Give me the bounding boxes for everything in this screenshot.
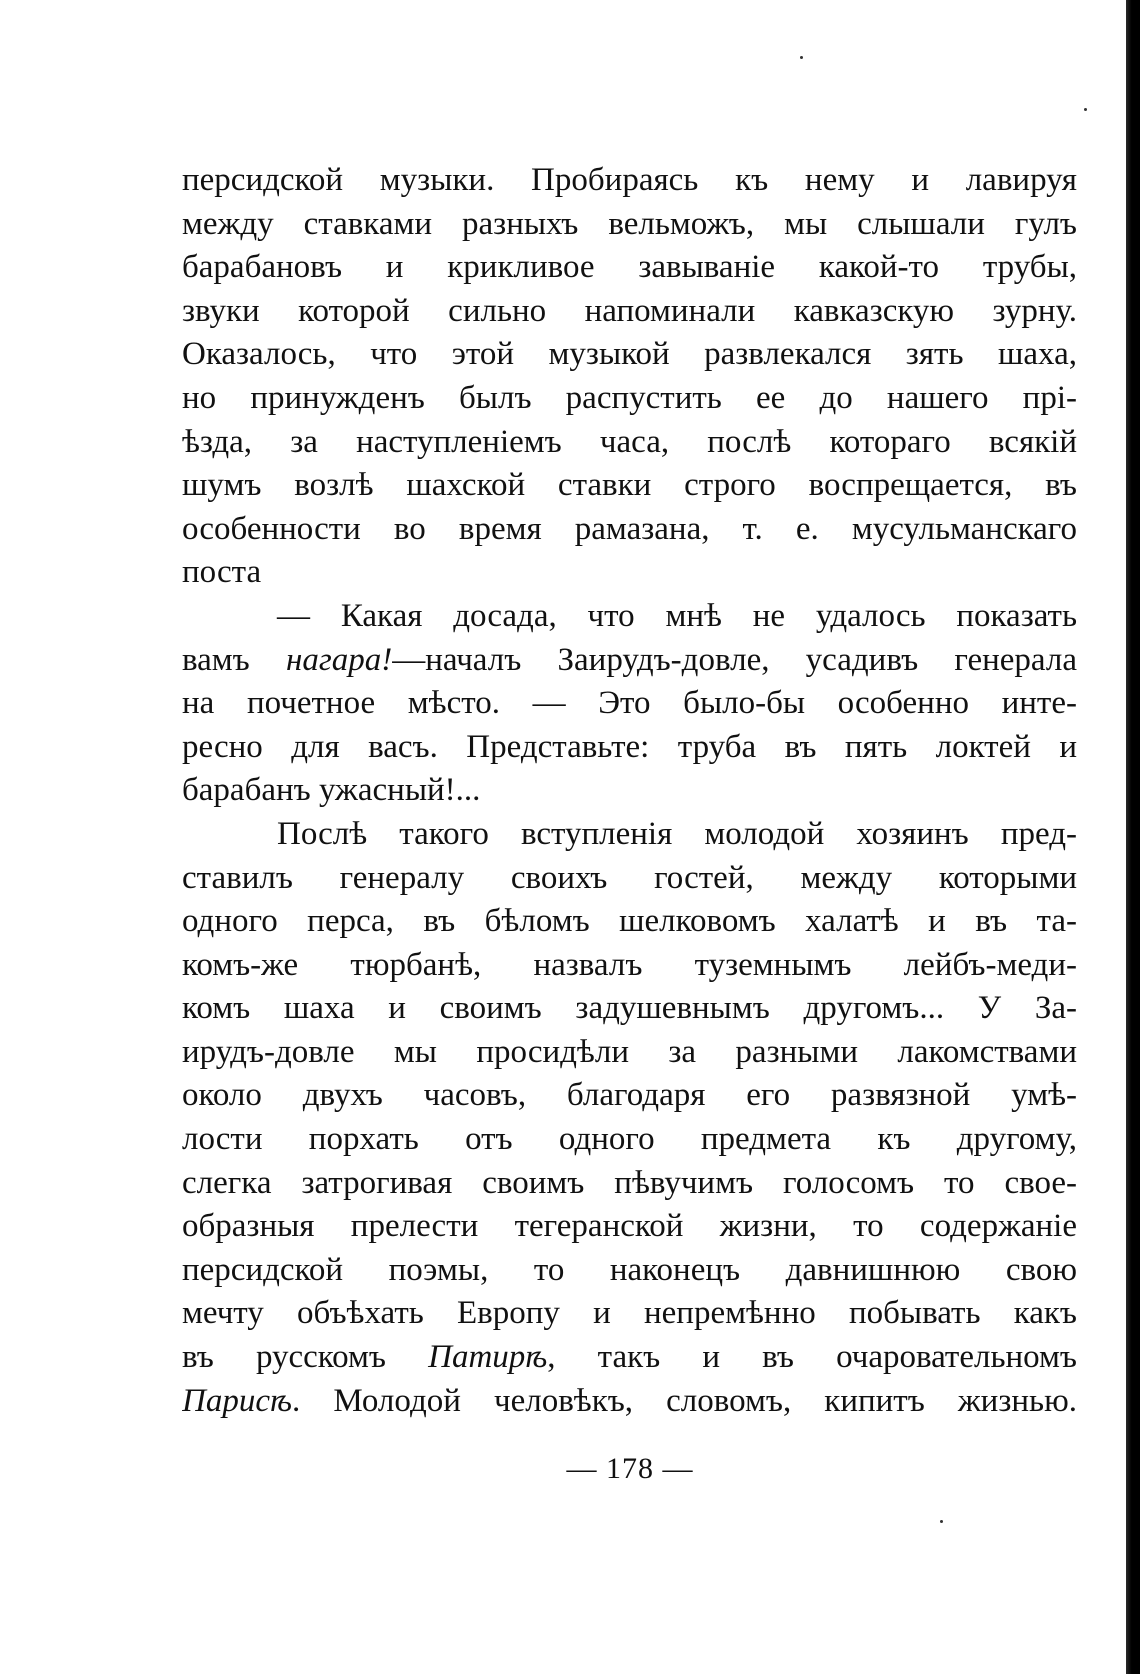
text-span: — Какая досада, что мнѣ не удалось показать [277,597,1077,634]
text-span: между ставками разныхъ вельможъ, мы слышали гулъ [182,205,1077,242]
text-line [182,464,1077,508]
text-span: одного перса, въ бѣломъ шелковомъ халатѣ и въ та- [182,903,1077,940]
italic-text: Патирѣ [428,1339,548,1376]
italic-text: нагара! [285,641,393,678]
italic-text: Парисѣ [182,1382,292,1419]
text-span: барабановъ и крикливое завываніе какой-то трубы, [182,249,1077,286]
text-line [182,290,1077,334]
text-line [182,1336,1077,1380]
text-line [182,595,1077,639]
text-span: комъ-же тюрбанѣ, назвалъ туземнымъ лейбъ-меди- [182,946,1077,983]
text-span: персидской поэмы, то наконецъ давнишнюю свою [182,1251,1077,1288]
text-span: шумъ возлѣ шахской ставки строго воспрещается, въ [182,467,1077,504]
text-line [182,508,1077,552]
text-span: , такъ и въ очаровательномъ [547,1339,1077,1376]
text-span: комъ шаха и своимъ задушевнымъ другомъ... У За- [182,990,1077,1027]
text-span: образныя прелести тегеранской жизни, то содержаніе [182,1208,1077,1245]
text-span: —началъ Заирудъ-довле, усадивъ генерала [392,641,1077,678]
text-span: звуки которой сильно напоминали кавказскую зурну. [182,292,1077,329]
text-line [182,203,1077,247]
text-span: барабанъ ужасный!... [182,772,481,809]
text-span: ѣзда, за наступленіемъ часа, послѣ котораго всякій [182,423,1077,460]
text-span: особенности во время рамазана, т. е. мусульманскаго [182,510,1077,547]
text-span: ставилъ генералу своихъ гостей, между которыми [182,859,1077,896]
text-span: вамъ [182,641,286,678]
text-line [182,377,1077,421]
text-line [182,551,1077,595]
text-span: на почетное мѣсто. — Это было-бы особенно инте- [182,685,1077,722]
text-span: около двухъ часовъ, благодаря его развязной умѣ- [182,1077,1077,1114]
text-span: лости порхать отъ одного предмета къ другому, [182,1121,1077,1158]
page-number: — 178 — [566,1452,694,1485]
text-span: ресно для васъ. Представьте: труба въ пять локтей и [182,728,1077,765]
text-line [182,900,1077,944]
scan-speck [1084,108,1087,111]
text-line [182,333,1077,377]
text-span: но принужденъ былъ распустить ее до нашего прі- [182,379,1077,416]
text-span: ирудъ-довле мы просидѣли за разными лакомствами [182,1033,1077,1070]
text-line [182,1118,1077,1162]
text-span: поста [182,554,262,591]
text-line [182,726,1077,770]
text-line [182,1380,1077,1424]
text-span: въ русскомъ [182,1339,429,1376]
text-span: слегка затрогивая своимъ пѣвучимъ голосомъ то свое- [182,1164,1077,1201]
text-line [182,421,1077,465]
text-span: мечту объѣхать Европу и непремѣнно побывать какъ [182,1295,1077,1332]
text-line [182,857,1077,901]
text-line [182,1292,1077,1336]
scan-speck [940,1520,943,1523]
text-line [182,1074,1077,1118]
text-line [182,987,1077,1031]
text-line [182,1205,1077,1249]
text-line [182,769,1077,813]
scan-speck [800,56,803,59]
text-span: Послѣ такого вступленія молодой хозяинъ пред- [277,815,1077,852]
text-line [182,682,1077,726]
body-text [182,159,1077,1423]
text-line [182,159,1077,203]
text-line [182,944,1077,988]
text-line [182,1249,1077,1293]
text-span: . Молодой человѣкъ, словомъ, кипитъ жизнью. [292,1382,1077,1419]
text-line [182,1162,1077,1206]
text-span: персидской музыки. Пробираясь къ нему и лавируя [182,162,1077,198]
text-line [182,1031,1077,1075]
text-line [182,813,1077,857]
text-line [182,246,1077,290]
text-span: Оказалось, что этой музыкой развлекался зять шаха, [182,336,1077,373]
page-edge-shadow [1126,0,1140,1674]
text-line [182,639,1077,683]
